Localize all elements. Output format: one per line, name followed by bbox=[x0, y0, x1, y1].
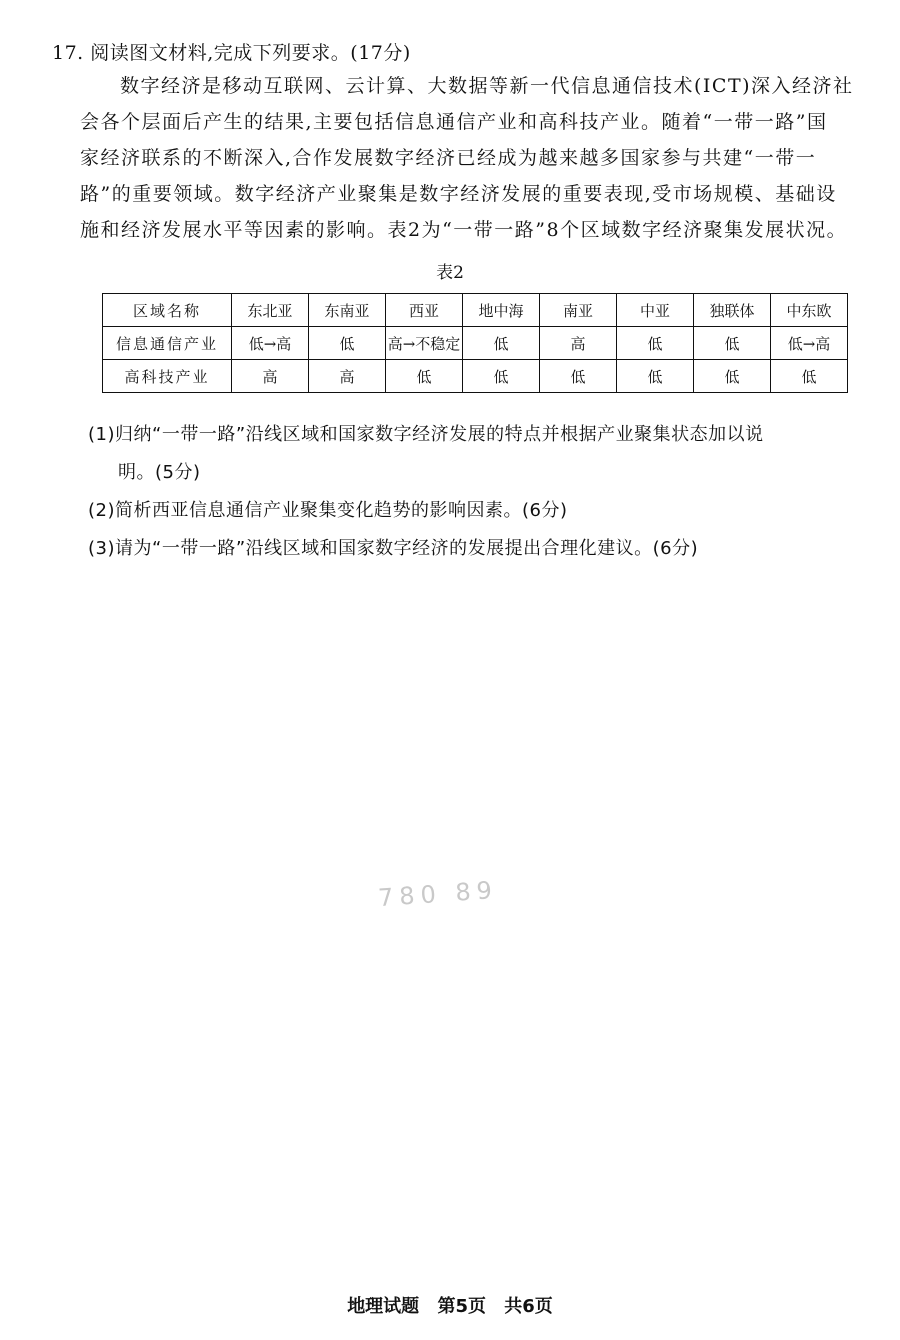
faint-mark: 780 89 bbox=[377, 875, 499, 913]
table-header-cell: 独联体 bbox=[694, 294, 771, 327]
table-header-row bbox=[103, 294, 848, 327]
subquestion-3: (3)请为“一带一路”沿线区域和国家数字经济的发展提出合理化建议。(6分) bbox=[88, 538, 699, 559]
table-row-label: 高科技产业 bbox=[103, 360, 232, 393]
table-header-cell: 东北亚 bbox=[232, 294, 309, 327]
table-cell: 低→高 bbox=[771, 327, 848, 360]
table-cell: 高 bbox=[232, 360, 309, 393]
table-header-cell: 区域名称 bbox=[103, 294, 232, 327]
table-header-cell: 地中海 bbox=[463, 294, 540, 327]
paragraph-line: 施和经济发展水平等因素的影响。表2为“一带一路”8个区域数字经济聚集发展状况。 bbox=[80, 219, 848, 241]
table-row bbox=[103, 360, 848, 393]
table-cell: 低→高 bbox=[232, 327, 309, 360]
table-cell: 高 bbox=[540, 327, 617, 360]
table-cell: 低 bbox=[771, 360, 848, 393]
paragraph-line: 会各个层面后产生的结果,主要包括信息通信产业和高科技产业。随着“一带一路”国 bbox=[80, 111, 828, 133]
table-caption: 表2 bbox=[436, 263, 464, 283]
paragraph-line: 数字经济是移动互联网、云计算、大数据等新一代信息通信技术(ICT)深入经济社 bbox=[120, 75, 854, 97]
footer-subject: 地理试题 bbox=[347, 1296, 420, 1317]
table-cell: 高 bbox=[309, 360, 386, 393]
table-cell: 低 bbox=[463, 327, 540, 360]
paragraph-line: 路”的重要领域。数字经济产业聚集是数字经济发展的重要表现,受市场规模、基础设 bbox=[80, 183, 837, 205]
subquestion-1: (1)归纳“一带一路”沿线区域和国家数字经济发展的特点并根据产业聚集状态加以说 bbox=[88, 424, 764, 445]
table-header-cell: 西亚 bbox=[386, 294, 463, 327]
table-cell: 低 bbox=[309, 327, 386, 360]
material-paragraph bbox=[80, 68, 860, 248]
page-footer bbox=[0, 1292, 900, 1318]
table-header-cell: 中亚 bbox=[617, 294, 694, 327]
paragraph-line: 家经济联系的不断深入,合作发展数字经济已经成为越来越多国家参与共建“一带一 bbox=[80, 147, 817, 169]
table-cell: 低 bbox=[617, 360, 694, 393]
table-cell: 低 bbox=[540, 360, 617, 393]
table-cell: 低 bbox=[694, 360, 771, 393]
table-row bbox=[103, 327, 848, 360]
question-title: 17. 阅读图文材料,完成下列要求。(17分) bbox=[52, 42, 411, 64]
subquestion-2: (2)简析西亚信息通信产业聚集变化趋势的影响因素。(6分) bbox=[88, 500, 568, 521]
subquestion-1-continued: 明。(5分) bbox=[118, 462, 201, 483]
table-cell: 低 bbox=[617, 327, 694, 360]
table-header-cell: 东南亚 bbox=[309, 294, 386, 327]
table-header-cell: 中东欧 bbox=[771, 294, 848, 327]
table-cell: 低 bbox=[463, 360, 540, 393]
data-table bbox=[102, 293, 848, 393]
table-header-cell: 南亚 bbox=[540, 294, 617, 327]
footer-page-total: 共6页 bbox=[504, 1296, 553, 1317]
table-row-label: 信息通信产业 bbox=[103, 327, 232, 360]
table-cell: 低 bbox=[386, 360, 463, 393]
table-cell: 高→不稳定 bbox=[386, 327, 463, 360]
footer-page-number: 第5页 bbox=[437, 1296, 486, 1317]
table-cell: 低 bbox=[694, 327, 771, 360]
